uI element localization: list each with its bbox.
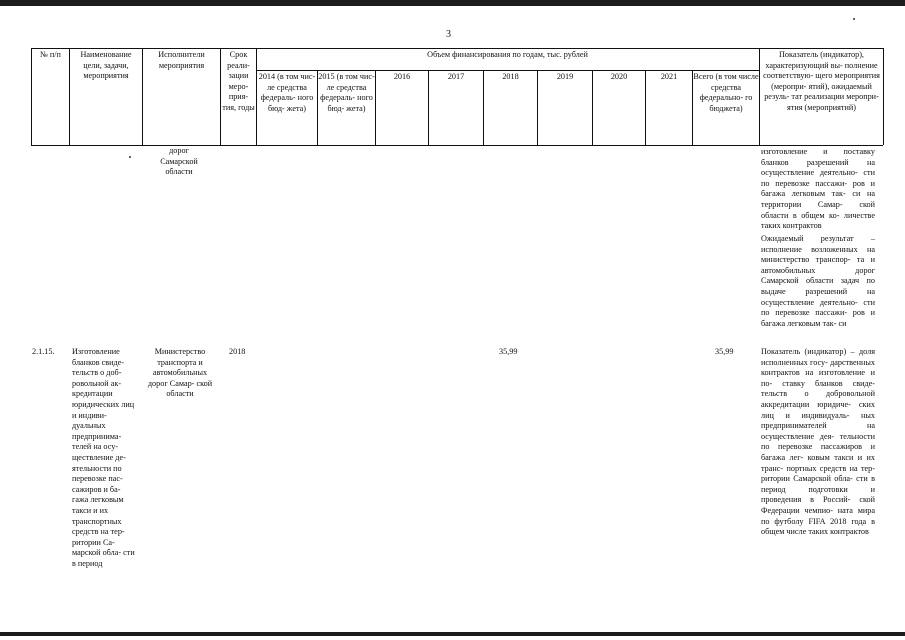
scan-top-edge [0,0,905,6]
expected-result: Ожидаемый результат – исполнение возложенных на министерство транспор- та и автомобильных дорог Самарской области задач по выдаче разрешений на осуществление деятельно- сти по перевозке пассажи- ров и багажа легковым так- си [761,234,875,328]
scan-speck [129,156,131,158]
row-number: 2.1.15. [32,347,55,356]
col-divider [69,48,70,145]
header-funding: Объем финансирования по годам, тыс. рублей [427,50,588,59]
header-name: Наименование цели, задачи, мероприятия [80,50,132,81]
activity-executor: Министерство транспорта и автомобильных дорог Самар- ской области [147,347,213,399]
col-divider [220,48,221,145]
header-year-2019: 2019 [556,72,574,81]
value-2018: 35,99 [499,347,518,356]
col-divider [142,48,143,145]
header-year-2020: 2020 [610,72,628,81]
indicator-continuation: изготовление и поставку бланков разрешений на осуществление деятельно- сти по перевозке пассажи- ров и багажа легковым так- си на территории Самар- ской области в общем ко- личестве таких контрактов [761,147,875,231]
funding-subheader-rule [256,70,759,71]
col-divider [759,48,760,145]
executor-continuation: дорог Самарской области [160,146,198,177]
header-year-2015: 2015 (в том чис- ле средства федераль- ного бюд- жета) [318,72,375,113]
value-total: 35,99 [715,347,734,356]
activity-indicator: Показатель (индикатор) – доля исполненных госу- дарственных контрактов на изготовление и по- ставку бланков свиде- тельств о добровольной аккредитации юридиче- ских лиц и индивидуаль- ных предпринимателей на осуществление дея- тельности по перевозке пассажиров и багажа лег- ковым такси и их транс- портных средств на тер- ритории Самарской обла- сти в период подготовки и проведения в Россий- ской Федерации чемпио- ната мира по футболу FIFA 2018 года в общем числе таких контрактов [761,347,875,537]
header-year-2021: 2021 [660,72,678,81]
header-executors: Исполнители мероприятия [158,50,205,70]
header-total: Всего (в том числе средства федерально- го бюджета) [693,72,759,113]
header-year-2014: 2014 (в том чис- ле средства федераль- ного бюд- жета) [258,72,316,113]
header-year-2017: 2017 [447,72,465,81]
activity-name: Изготовление бланков свиде- тельств о доб- ровольной ак- кредитации юридических лиц и индиви- дуальных предпринима- телей на осу- ществление де- ятельности по перевозке пас- сажиров и ба- гажа легковым такси и их транспортных средств на тер- ритории Са- марской обла- сти в период [72,347,135,568]
scan-speck [853,18,855,20]
header-year-2018: 2018 [502,72,519,81]
scan-bottom-edge [0,632,905,636]
header-no: № п/п [40,50,61,59]
header-indicator: Показатель (индикатор), характеризующий вы- полнение соответствую- щего мероприятия (меропри- ятий), ожидаемый резуль- тат реализации меропри- ятия (мероприятий) [763,50,880,112]
activity-term: 2018 [229,347,246,356]
header-year-2016: 2016 [393,72,411,81]
header-term: Срок реали- зации меро- прия- тия, годы [222,50,255,112]
page-number: 3 [446,29,451,40]
table-top-border [31,48,883,49]
table-right-border [883,48,884,145]
table-left-border [31,48,32,145]
